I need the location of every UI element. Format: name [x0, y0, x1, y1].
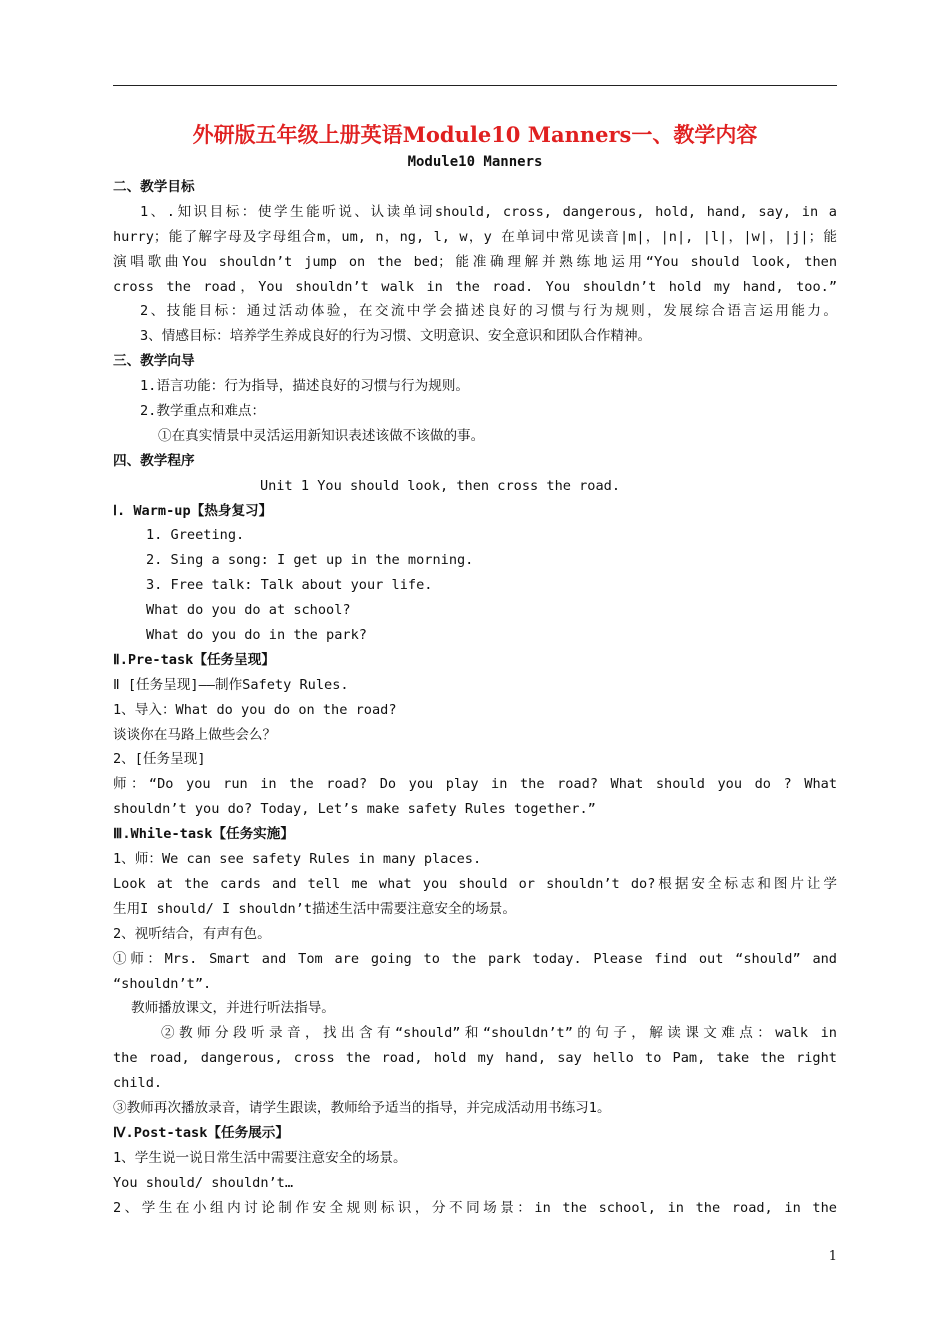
paragraph-line: shouldn’t you do? Today, Let’s make safety Rules together.” — [113, 801, 596, 818]
paragraph-line: 生用I should/ I shouldn’t描述生活中需要注意安全的场景。 — [113, 900, 516, 917]
paragraph-line: 1、学生说一说日常生活中需要注意安全的场景。 — [113, 1149, 407, 1166]
stage-heading-warmup: Ⅰ. Warm-up【热身复习】 — [113, 502, 273, 519]
paragraph-line: 谈谈你在马路上做些会么？ — [113, 726, 277, 743]
paragraph-line: 2、学生在小组内讨论制作安全规则标识，分不同场景：in the school, in the road, in the — [113, 1199, 837, 1216]
paragraph-line: ①在真实情景中灵活运用新知识表述该做不该做的事。 — [158, 427, 485, 444]
paragraph-line: hurry；能了解字母及字母组合m，um, n，ng, l, w，y 在单词中常见读音|m|，|n|, |l|，|w|，|j|；能 — [113, 228, 837, 245]
paragraph-line: Ⅱ [任务呈现]——制作Safety Rules. — [113, 676, 349, 693]
list-item: 1. Greeting. — [146, 527, 245, 544]
paragraph-line: 1、导入：What do you do on the road? — [113, 701, 397, 718]
paragraph-line: child. — [113, 1075, 163, 1092]
paragraph-line: ③教师再次播放录音，请学生跟读，教师给予适当的指导，并完成活动用书练习1。 — [113, 1099, 611, 1116]
document-body — [113, 175, 837, 1220]
paragraph-line: 教师播放课文，并进行听法指导。 — [131, 1000, 335, 1017]
section-heading-guide: 三、教学向导 — [113, 353, 195, 370]
paragraph-line: 2、[任务呈现] — [113, 751, 206, 768]
list-item: 3. Free talk: Talk about your life. — [146, 577, 433, 594]
paragraph-line: 1、师：We can see safety Rules in many places. — [113, 851, 482, 868]
paragraph-line: 演唱歌曲You shouldn’t jump on the bed；能准确理解并熟练地运用“You should look, then — [113, 253, 837, 270]
paragraph-line: 2、技能目标：通过活动体验，在交流中学会描述良好的习惯与行为规则，发展综合语言运用能力。 — [140, 303, 837, 320]
document-title: 外研版五年级上册英语Module10 Manners一、教学内容 — [192, 122, 758, 147]
stage-heading-whiletask: Ⅲ.While-task【任务实施】 — [113, 826, 294, 843]
section-heading-procedure: 四、教学程序 — [113, 452, 195, 469]
section-heading-objectives: 二、教学目标 — [113, 179, 195, 195]
paragraph-line: What do you do at school? — [146, 602, 351, 619]
paragraph-line: cross the road，You shouldn’t walk in the road. You shouldn’t hold my hand, too.” — [113, 278, 837, 295]
stage-heading-pretask: Ⅱ.Pre-task【任务呈现】 — [113, 651, 275, 668]
document-subtitle: Module10 Manners — [407, 154, 543, 170]
paragraph-line: 师：“Do you run in the road? Do you play in the road? What should you do ? What — [113, 776, 837, 793]
paragraph-line: 3、情感目标：培养学生养成良好的行为习惯、文明意识、安全意识和团队合作精神。 — [140, 328, 652, 345]
paragraph-line: 2、视听结合，有声有色。 — [113, 925, 271, 942]
paragraph-line: Look at the cards and tell me what you should or shouldn’t do?根据安全标志和图片让学 — [113, 875, 837, 892]
paragraph-line: 1.语言功能：行为指导，描述良好的习惯与行为规则。 — [140, 378, 470, 395]
page-number: 1 — [828, 1249, 837, 1264]
paragraph-line: ②教师分段听录音，找出含有“should”和“shouldn’t”的句子，解读课文难点：walk in — [161, 1025, 837, 1042]
paragraph-line: 1、.知识目标：使学生能听说、认读单词should, cross, dangerous, hold, hand, say, in a — [140, 203, 837, 220]
stage-heading-posttask: Ⅳ.Post-task【任务展示】 — [113, 1124, 289, 1141]
header-rule — [113, 85, 837, 86]
unit-heading: Unit 1 You should look, then cross the road. — [259, 477, 621, 494]
paragraph-line: You should/ shouldn’t… — [113, 1174, 294, 1191]
paragraph-line: 2.教学重点和难点： — [140, 403, 266, 420]
paragraph-line: What do you do in the park? — [146, 627, 367, 644]
paragraph-line: ①师：Mrs. Smart and Tom are going to the park today. Please find out “should” and — [113, 950, 837, 967]
list-item: 2. Sing a song: I get up in the morning. — [146, 552, 474, 569]
paragraph-line: “shouldn’t”. — [113, 975, 212, 992]
paragraph-line: the road, dangerous, cross the road, hold my hand, say hello to Pam, take the right — [113, 1050, 837, 1067]
